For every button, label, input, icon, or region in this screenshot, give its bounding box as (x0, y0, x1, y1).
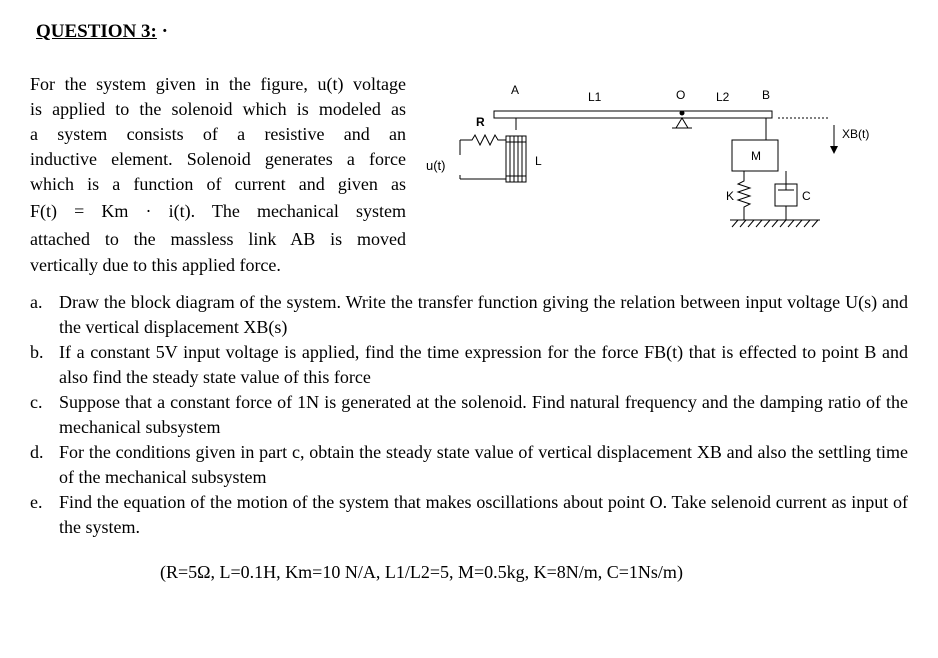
intro-line: which is a function of current and given as (30, 174, 406, 194)
damper-icon (775, 171, 797, 220)
intro-line: is applied to the solenoid which is modeled as (30, 99, 406, 119)
question-title: QUESTION 3: (36, 21, 157, 42)
intro-paragraph (30, 72, 406, 278)
pivot-support-icon (676, 118, 688, 128)
label-k: K (726, 189, 735, 203)
label-o: O (676, 88, 686, 102)
parameter-values: (R=5Ω, L=0.1H, Km=10 N/A, L1/L2=5, M=0.5kg, K=8N/m, C=1Ns/m) (160, 562, 683, 582)
label-l1: L1 (588, 90, 602, 104)
label-b: B (762, 88, 771, 102)
intro-line: attached to the massless link AB is moved (30, 229, 406, 249)
item-text: For the conditions given in part c, obtain the steady state value of vertical displacement XB and also the settling time of the mechanical subsystem (59, 442, 908, 487)
intro-line: a system consists of a resistive and an (30, 124, 406, 144)
item-text: Draw the block diagram of the system. Write the transfer function giving the relation between input voltage U(s) and the vertical displacement XB(s) (59, 292, 908, 337)
pivot-o-icon (680, 111, 685, 116)
item-label: e. (30, 492, 43, 512)
question-list (30, 290, 908, 540)
ground-icon (730, 220, 820, 227)
solenoid-coil-icon (506, 136, 526, 182)
label-l2: L2 (716, 90, 730, 104)
label-xb: XB(t) (842, 127, 870, 141)
label-l: L (535, 154, 542, 168)
question-item (30, 440, 908, 489)
intro-line: For the system given in the figure, u(t) voltage (30, 74, 406, 94)
question-item (30, 290, 908, 339)
label-ut: u(t) (426, 158, 446, 173)
question-item (30, 390, 908, 439)
item-text: Suppose that a constant force of 1N is generated at the solenoid. Find natural frequency and the damping ratio of the mechanical subsystem (59, 392, 908, 437)
intro-line-formula: F(t) = Km · i(t). The mechanical system (30, 201, 406, 221)
label-r: R (476, 115, 485, 129)
question-item (30, 490, 908, 539)
item-label: b. (30, 342, 44, 362)
intro-line: inductive element. Solenoid generates a force (30, 149, 406, 169)
link-ab (494, 111, 772, 118)
question-item (30, 340, 908, 389)
system-figure (420, 80, 900, 255)
label-c: C (802, 189, 811, 203)
item-label: c. (30, 392, 43, 412)
question-heading (36, 21, 168, 43)
label-a: A (511, 83, 520, 97)
resistor-icon (460, 135, 506, 145)
item-label: d. (30, 442, 44, 462)
heading-trail-mark: · (161, 21, 168, 42)
item-text: If a constant 5V input voltage is applied, find the time expression for the force FB(t) that is effected to point B and also find the steady state value of this force (59, 342, 908, 387)
label-m: M (751, 149, 761, 163)
spring-icon (738, 171, 750, 220)
item-label: a. (30, 292, 43, 312)
intro-line: vertically due to this applied force. (30, 255, 281, 275)
item-text: Find the equation of the motion of the system that makes oscillations about point O. Take selenoid current as input of the system. (59, 492, 908, 537)
